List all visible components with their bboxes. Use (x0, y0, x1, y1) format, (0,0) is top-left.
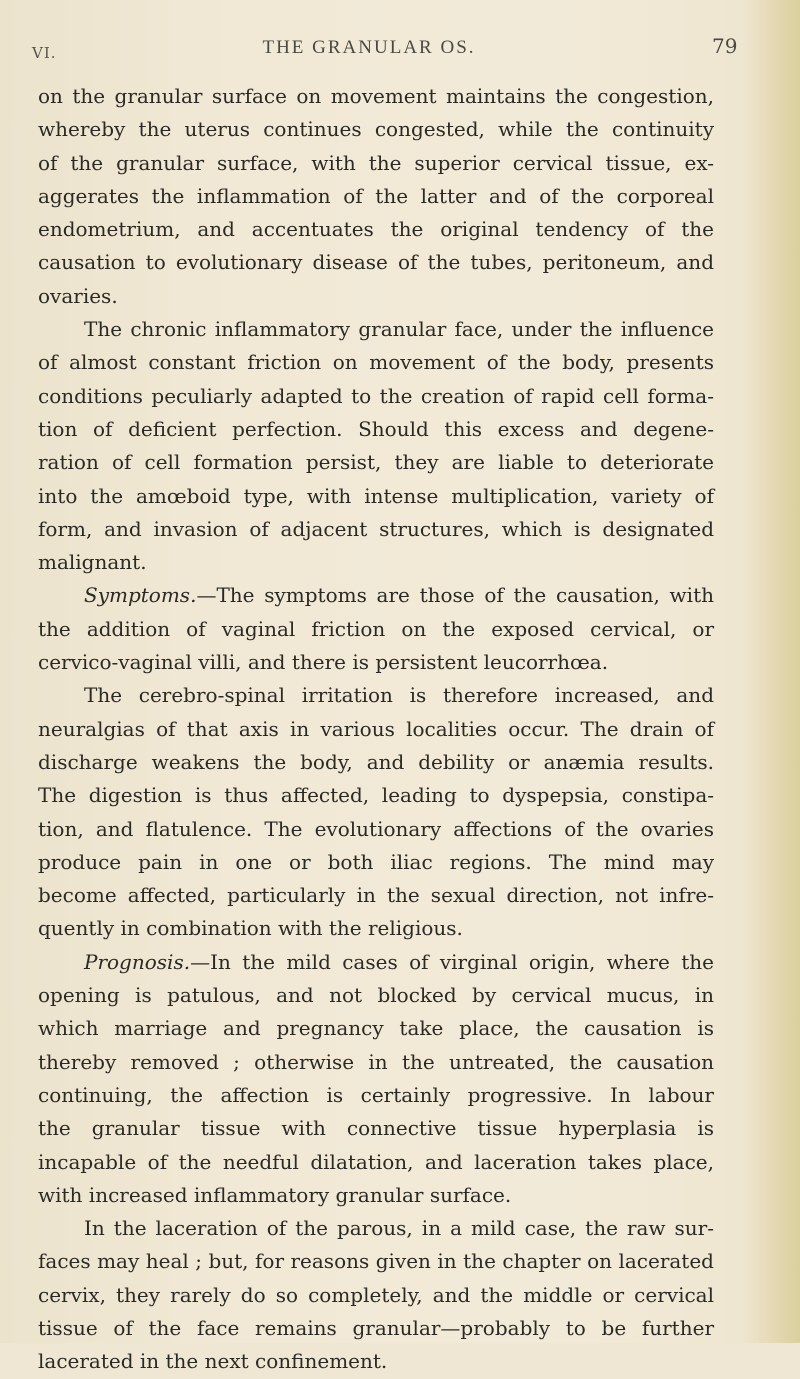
text-line (38, 180, 714, 213)
line-text: ration of cell formation persist, they are liable to deteriorate (38, 450, 714, 475)
text-line (38, 1212, 714, 1245)
text-line (38, 113, 714, 146)
line-text: form, and invasion of adjacent structures, which is designated (38, 516, 714, 541)
line-text: endometrium, and accentuates the original tendency of the (38, 217, 714, 242)
line-text: aggerates the inflammation of the latter and of the corporeal (38, 183, 714, 208)
text-line (38, 979, 714, 1012)
line-text: faces may heal ; but, for reasons given in the chapter on lacerated (38, 1249, 714, 1274)
running-title: THE GRANULAR OS. (262, 37, 476, 58)
line-text: on the granular surface on movement maintains the congestion, (38, 84, 714, 108)
line-text: —The symptoms are those of the causation, with (196, 583, 714, 608)
text-line (38, 613, 714, 646)
line-text: with increased inflammatory granular surface. (38, 1182, 512, 1207)
text-line (38, 313, 714, 346)
text-line (38, 480, 714, 513)
page-number: 79 (712, 34, 738, 58)
line-text: tion of deficient perfection. Should this excess and degene- (38, 416, 714, 441)
line-text: of almost constant friction on movement of the body, presents (38, 350, 714, 375)
body-text (38, 80, 714, 1379)
section-heading: Symptoms. (84, 583, 197, 608)
text-line (38, 1345, 714, 1378)
text-line (38, 746, 714, 779)
line-text: malignant. (38, 550, 147, 575)
line-text: cervix, they rarely do so completely, and the middle or cervical (38, 1282, 714, 1307)
line-text: The cerebro-spinal irritation is therefore increased, and (84, 683, 714, 708)
line-text: into the amœboid type, with intense multiplication, variety of (38, 483, 714, 508)
text-line (38, 646, 714, 679)
text-line (38, 1046, 714, 1079)
line-text: In the laceration of the parous, in a mild case, the raw sur- (84, 1216, 714, 1241)
text-line (38, 1312, 714, 1345)
text-line (38, 246, 714, 279)
line-text: produce pain in one or both iliac regions. The mind may (38, 849, 714, 874)
text-line (38, 946, 714, 979)
text-line (38, 80, 714, 113)
text-line (38, 1146, 714, 1179)
text-line (38, 912, 714, 945)
line-text: tissue of the face remains granular—probably to be further (38, 1315, 714, 1340)
line-text: conditions peculiarly adapted to the creation of rapid cell forma- (38, 383, 714, 408)
line-text: continuing, the affection is certainly progressive. In labour (38, 1082, 714, 1107)
text-line (38, 1012, 714, 1045)
line-text: —In the mild cases of virginal origin, where the (190, 949, 714, 974)
text-line (38, 213, 714, 246)
text-line (38, 813, 714, 846)
line-text: cervico-vaginal villi, and there is persistent leucorrhœa. (38, 650, 609, 675)
line-text: discharge weakens the body, and debility or anæmia results. (38, 749, 714, 774)
section-heading: Prognosis. (84, 949, 191, 974)
text-line (38, 380, 714, 413)
text-line (38, 1279, 714, 1312)
line-text: of the granular surface, with the superior cervical tissue, ex- (38, 150, 714, 175)
page-edge-shadow (742, 0, 800, 1343)
text-line (38, 579, 714, 612)
line-text: lacerated in the next confinement. (38, 1349, 388, 1374)
page-header (0, 34, 800, 64)
line-text: the addition of vaginal friction on the exposed cervical, or (38, 616, 714, 641)
text-line (38, 713, 714, 746)
text-line (38, 546, 714, 579)
text-line (38, 679, 714, 712)
text-line (38, 846, 714, 879)
text-line (38, 413, 714, 446)
line-text: causation to evolutionary disease of the tubes, peritoneum, and (38, 250, 714, 275)
text-line (38, 346, 714, 379)
text-line (38, 1179, 714, 1212)
text-line (38, 1245, 714, 1278)
text-line (38, 879, 714, 912)
text-line (38, 147, 714, 180)
line-text: The digestion is thus affected, leading to dyspepsia, constipa- (38, 783, 714, 808)
line-text: ovaries. (38, 283, 118, 308)
text-line (38, 446, 714, 479)
text-line (38, 513, 714, 546)
line-text: The chronic inflammatory granular face, under the influence (84, 317, 714, 342)
line-text: thereby removed ; otherwise in the untreated, the causation (38, 1049, 714, 1074)
text-line (38, 1079, 714, 1112)
line-text: opening is patulous, and not blocked by cervical mucus, in (38, 983, 714, 1008)
line-text: become affected, particularly in the sexual direction, not infre- (38, 883, 714, 908)
line-text: incapable of the needful dilatation, and laceration takes place, (38, 1149, 714, 1174)
line-text: tion, and flatulence. The evolutionary affections of the ovaries (38, 816, 714, 841)
text-line (38, 779, 714, 812)
line-text: which marriage and pregnancy take place, the causation is (38, 1016, 714, 1041)
line-text: whereby the uterus continues congested, while the continuity (38, 117, 714, 142)
text-line (38, 280, 714, 313)
text-line (38, 1112, 714, 1145)
chapter-number: VI. (32, 44, 57, 62)
line-text: quently in combination with the religious. (38, 916, 463, 941)
line-text: neuralgias of that axis in various localities occur. The drain of (38, 716, 714, 741)
line-text: the granular tissue with connective tissue hyperplasia is (38, 1116, 714, 1141)
